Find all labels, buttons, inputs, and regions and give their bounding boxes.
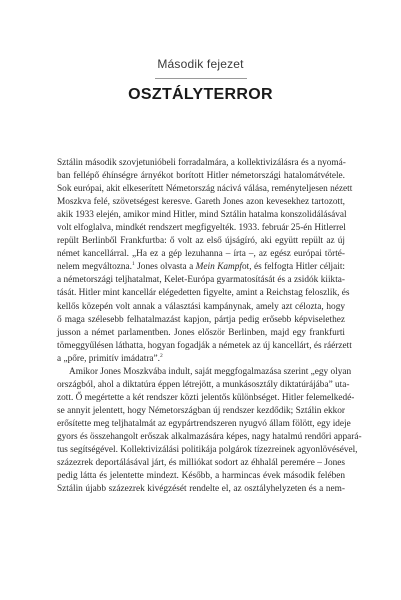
text-line: Amikor Jones Moszkvába indult, saját meggfogalmazása szerint „egy olyan (69, 366, 352, 377)
text-line: gyors és összehangolt erőszak alkalmazására képes, nagy hatalmú rendőri appará- (57, 431, 362, 442)
text-line: százezrek deportálásával járt, és milliókat sodort az éhhalál peremére – Jones (57, 458, 345, 469)
text-line: erősítette meg teljhatalmát az egypártrendszeren nyugvó állam fölött, egy ideje (57, 418, 351, 429)
chapter-divider (155, 78, 247, 79)
text-line: pedig látta és jelentette mindezt. Később, a harmincas évek második felében (57, 471, 345, 482)
text-line: jusson a német parlamentben. Jones először Berlinben, majd egy frankfurti (57, 327, 345, 338)
body-text (57, 157, 362, 496)
footnote-marker[interactable]: 1 (131, 261, 135, 268)
text-line: Moszkva felé, szövetségest keresve. Gareth Jones azon kevesekhez tartozott, (57, 197, 345, 208)
footnote-marker[interactable]: 2 (160, 352, 163, 359)
text-fragment: a „pőre, primitív imádatra”. (57, 353, 160, 364)
text-line: kellős közepén volt annak a választási kampánynak, amely azt célozta, hogy (57, 301, 345, 312)
text-line: tömeggyűlésen láthatta, hogyan fogadják a németek az új kancellárt, és ráérzett (57, 340, 352, 351)
text-line: országból, ahol a diktatúra éppen létrejött, a munkásosztály diktatúrájába” uta- (57, 379, 350, 390)
text-line: volt elfoglalva, mindkét rendszert megfigyelték. 1933. február 25-én Hitlerrel (57, 223, 346, 234)
text-line (57, 261, 345, 274)
text-line: akik 1933 elején, amikor mind Hitler, mind Sztálin hatalma konszolidálásával (57, 210, 347, 221)
text-fragment: nelem megváltozna. (57, 262, 132, 273)
text-line: tus segítségével. Kollektivizálási politikája polgárok tízezreinek agyonlövésével, (57, 445, 358, 456)
text-line: ő maga szélesebb felhatalmazást kapjon, pártja pedig erősebb képviselethez (57, 314, 345, 325)
text-line: Sztálin második szovjetunióbeli forradalmára, a kollektivizálásra és a nyomá- (57, 158, 346, 168)
text-line (57, 353, 345, 366)
text-line: Sztálin újabb százezrek kivégzését rendelte el, az osztályhelyzeten és a nem- (57, 484, 345, 495)
text-line: tását. Hitler mint kancellár elégedetten figyelte, amint a Reichstag feloszlik, és (57, 288, 350, 299)
text-line: német kancellárral. „Ha ez a gép lezuhanna – írta –, az egész európai törté- (57, 249, 345, 260)
text-fragment: Jones olvasta a (134, 262, 196, 273)
text-line: repült Berlinből Frankfurtba: ő volt az első újságíró, aki együtt repült az új (57, 236, 345, 247)
text-line: se annyit jelentett, hogy Németországban új rendszer kezdődik; Sztálin ekkor (57, 405, 345, 416)
text-line: a németországi teljhatalmat, Kelet-Európa gyarmatosítását és a zsidók kiikta- (57, 275, 345, 286)
book-title-italic: Mein Kampf (195, 262, 243, 273)
chapter-title: OSZTÁLYTERROR (128, 86, 273, 103)
chapter-label: Második fejezet (157, 57, 244, 71)
text-line: zott. Ő megértette a két rendszer közti jelentős különbséget. Hitler felemelkedé- (57, 392, 355, 403)
text-line: ban fellépő éhínségre árnyékot borított Hitler németországi hatalomátvétele. (57, 171, 345, 182)
text-line: Sok európai, akit elkeserített Németország nácivá válása, reményteljesen nézett (57, 184, 353, 195)
text-fragment: ot, és felfogta Hitler céljait: (242, 262, 345, 273)
